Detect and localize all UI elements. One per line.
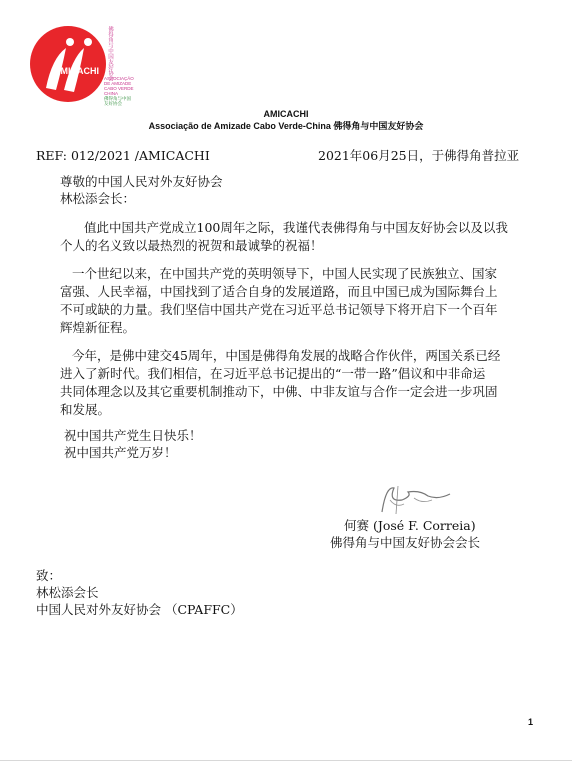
paragraph-line: 不可或缺的力量。我们坚信中国共产党在习近平总书记领导下将开启下一个百年 (60, 302, 498, 317)
logo-head-2 (84, 38, 92, 46)
logo-sub-line: 友好协会 (104, 102, 122, 107)
reference-number: REF: 012/2021 /AMICACHI (36, 148, 210, 163)
paragraph-line: 和发展。 (60, 402, 111, 417)
signatory-title: 佛得角与中国友好协会会长 (330, 535, 481, 550)
logo-side-text: 佛得角与中国友好协会 (107, 26, 113, 81)
recipient-org: 中国人民对外友好协会 （CPAFFC） (36, 602, 243, 617)
page-number: 1 (528, 717, 534, 727)
paragraph-line: 共同体理念以及其它重要机制推动下，中佛、中非友谊与合作一定会进一步巩固 (60, 384, 498, 399)
recipient-label: 致： (36, 568, 62, 583)
paragraph-line: 值此中国共产党成立100周年之际，我谨代表佛得角与中国友好协会以及以我 (84, 220, 508, 235)
paragraph-1 (60, 219, 530, 255)
salutation-org: 尊敬的中国人民对外友好协会 (60, 174, 223, 189)
assoc-full-name: Associação de Amizade Cabo Verde-China 佛得角与中国友好协会 (148, 121, 424, 131)
handwritten-signature (368, 478, 458, 518)
letter-date: 2021年06月25日，于佛得角普拉亚 (318, 148, 520, 163)
logo-sub-line: DE AMIZADE (104, 81, 132, 86)
paragraph-3 (60, 347, 530, 419)
logo-text: AMICACHI (54, 66, 99, 76)
salutation-person: 林松添会长： (60, 191, 136, 206)
recipient-person: 林松添会长 (36, 585, 99, 600)
paragraph-line: 个人的名义致以最热烈的祝贺和最诚挚的祝福！ (60, 238, 323, 253)
paragraph-line: 富强、人民幸福，中国找到了适合自身的发展道路，而且中国已成为国际舞台上 (60, 284, 498, 299)
logo-sub-line: 佛得角与中国 (104, 97, 131, 102)
assoc-short-name: AMICACHI (263, 109, 309, 119)
logo-sub-line: CHINA (104, 91, 119, 96)
letterhead (0, 108, 572, 132)
paragraph-2 (60, 265, 530, 337)
wish-line: 祝中国共产党万岁！ (64, 445, 177, 460)
signatory-name: 何赛 (José F. Correia) (344, 518, 476, 533)
wish-line: 祝中国共产党生日快乐！ (64, 428, 202, 443)
logo-sub-line: CABO VERDE (104, 86, 134, 91)
logo-sub-line: ASSOCIAÇÃO (104, 76, 134, 81)
paragraph-line: 一个世纪以来，在中国共产党的英明领导下，中国人民实现了民族独立、国家 (72, 266, 498, 281)
amicachi-logo (26, 18, 144, 118)
paragraph-line: 辉煌新征程。 (60, 320, 136, 335)
logo-head-1 (66, 38, 74, 46)
paragraph-line: 进入了新时代。我们相信，在习近平总书记提出的“一带一路”倡议和中非命运 (60, 366, 486, 381)
paragraph-line: 今年，是佛中建交45周年，中国是佛得角发展的战略合作伙伴，两国关系已经 (72, 348, 501, 363)
